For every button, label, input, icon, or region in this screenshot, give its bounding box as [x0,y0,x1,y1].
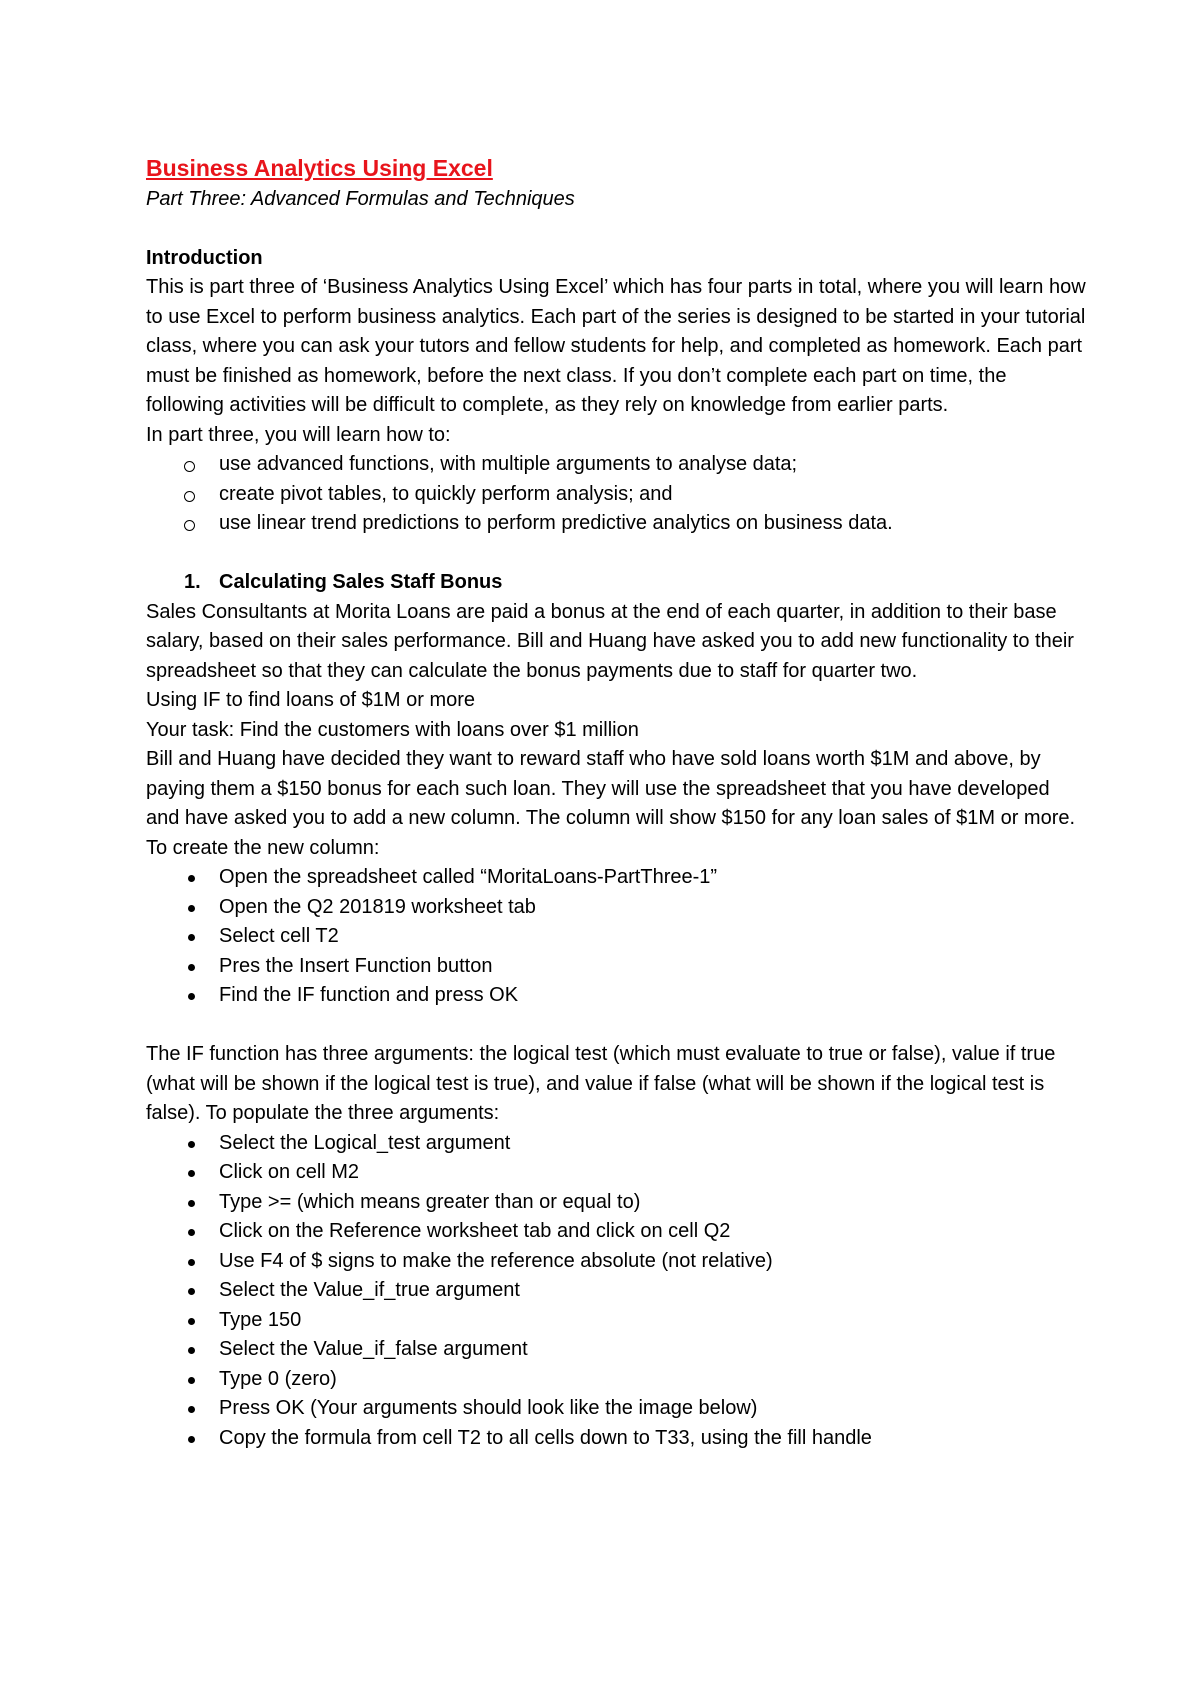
list-item: Press OK (Your arguments should look like the image below) [146,1394,1086,1424]
bullet-icon [188,905,195,912]
document-title: Business Analytics Using Excel [146,155,493,181]
bullet-icon [188,964,195,971]
list-item: Select the Value_if_true argument [146,1276,1086,1306]
bullet-icon [188,1259,195,1266]
bullet-icon [188,1377,195,1384]
circle-bullet-icon [184,491,195,502]
list-item: use advanced functions, with multiple arguments to analyse data; [146,450,1086,480]
intro-paragraph: This is part three of ‘Business Analytics Using Excel’ which has four parts in total, where you will learn how to use Excel to perform business analytics. Each part of the series is designed to be started in your tutorial class, where you can ask your tutors and fellow students for help, and completed as homework. Each part must be finished as homework, before the next class. If you don’t complete each part on time, the following activities will be difficult to complete, as they rely on knowledge from earlier parts. [146,276,1086,416]
bullet-icon [188,993,195,1000]
list-item: Type 150 [146,1306,1086,1336]
section-list [146,568,1086,598]
list-item: Type 0 (zero) [146,1365,1086,1395]
bullet-icon [188,934,195,941]
list-item: Open the Q2 201819 worksheet tab [146,893,1086,923]
bullet-icon [188,1436,195,1443]
circle-bullet-icon [184,520,195,531]
bullet-icon [188,875,195,882]
list-item: Type >= (which means greater than or equal to) [146,1188,1086,1218]
spacer [146,539,1086,569]
list-item: Select the Logical_test argument [146,1129,1086,1159]
section-paragraph-3: The IF function has three arguments: the logical test (which must evaluate to true or false), value if true (what will be shown if the logical test is true), and value if false (what will be shown if the logical test is false). To populate the three arguments: [146,1043,1056,1124]
list-item: Find the IF function and press OK [146,981,1086,1011]
section-paragraph-2: Bill and Huang have decided they want to reward staff who have sold loans worth $1M and above, by paying them a $150 bonus for each such loan. They will use the spreadsheet that you have developed and have asked you to add a new column. The column will show $150 for any loan sales of $1M or more. [146,748,1076,829]
list-item: Use F4 of $ signs to make the reference absolute (not relative) [146,1247,1086,1277]
create-steps-list [146,863,1086,1011]
list-item: Click on the Reference worksheet tab and click on cell Q2 [146,1217,1086,1247]
section-title: Calculating Sales Staff Bonus [219,571,503,593]
intro-heading: Introduction [146,246,263,269]
bullet-icon [188,1347,195,1354]
list-item: Click on cell M2 [146,1158,1086,1188]
spacer [146,214,1086,244]
section-subheading: Using IF to find loans of $1M or more [146,689,476,711]
section-paragraph-1: Sales Consultants at Morita Loans are paid a bonus at the end of each quarter, in addition to their base salary, based on their sales performance. Bill and Huang have asked you to add new functionality to their spreadsheet so that they can calculate the bonus payments due to staff for quarter two. [146,600,1074,682]
bullet-icon [188,1200,195,1207]
bullet-icon [188,1170,195,1177]
list-item: use linear trend predictions to perform predictive analytics on business data. [146,509,1086,539]
bullet-icon [188,1141,195,1148]
list-item: create pivot tables, to quickly perform analysis; and [146,480,1086,510]
document-subtitle: Part Three: Advanced Formulas and Techniques [146,188,575,210]
learn-intro: In part three, you will learn how to: [146,423,451,446]
list-item: Pres the Insert Function button [146,952,1086,982]
spacer [146,1011,1086,1041]
learn-list [146,450,1086,539]
list-item: Select the Value_if_false argument [146,1335,1086,1365]
list-item: Copy the formula from cell T2 to all cells down to T33, using the fill handle [146,1424,1086,1454]
document-page [146,152,1086,1453]
list-item: Open the spreadsheet called “MoritaLoans-PartThree-1” [146,863,1086,893]
bullet-icon [188,1288,195,1295]
bullet-icon [188,1229,195,1236]
circle-bullet-icon [184,461,195,472]
create-intro: To create the new column: [146,836,380,859]
bullet-icon [188,1406,195,1413]
section-heading [146,568,1086,598]
bullet-icon [188,1318,195,1325]
list-item: Select cell T2 [146,922,1086,952]
section-number: 1. [184,571,201,593]
argument-steps-list [146,1129,1086,1454]
section-task: Your task: Find the customers with loans over $1 million [146,718,639,741]
